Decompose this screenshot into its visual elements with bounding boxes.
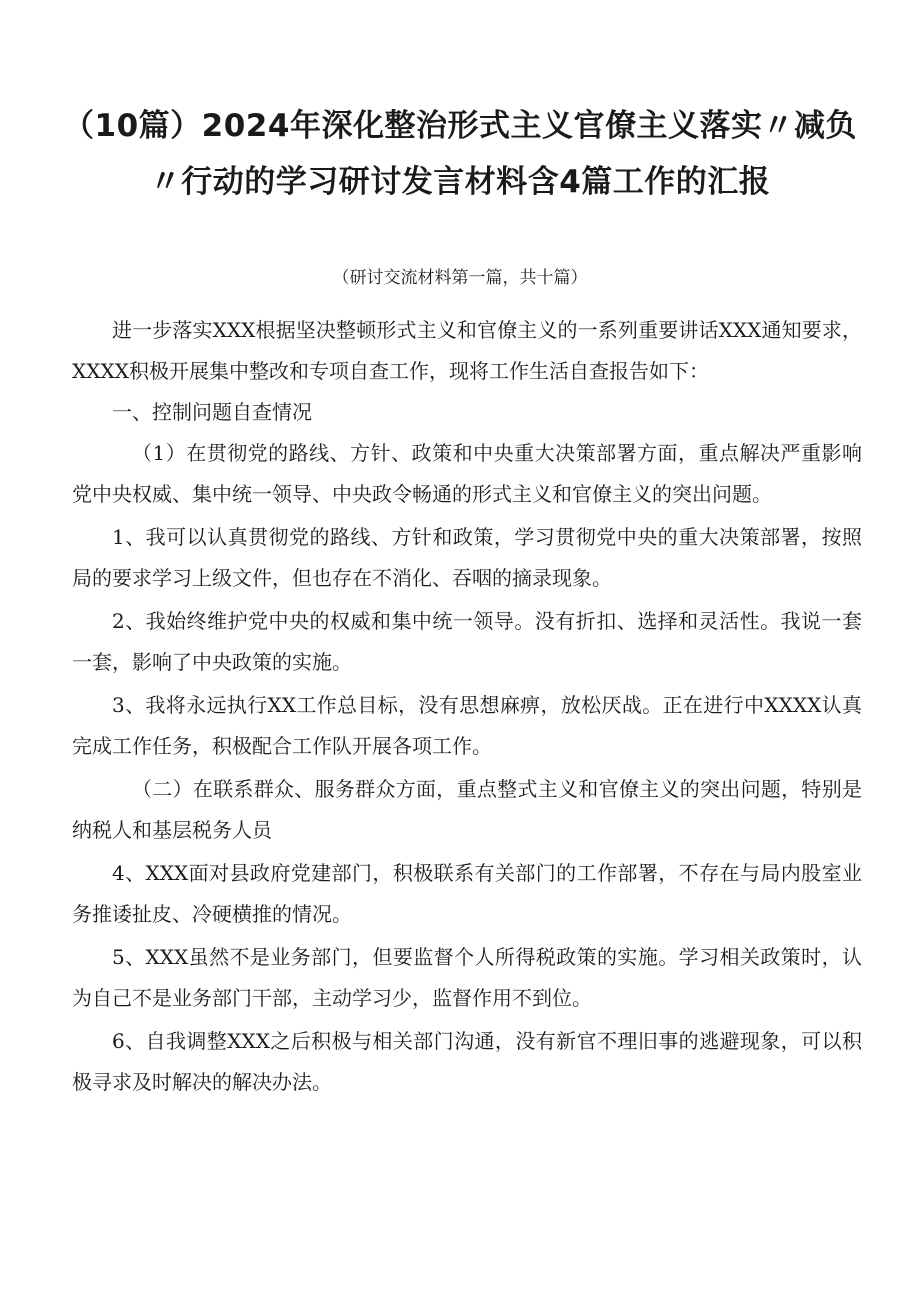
paragraph-item: 6、自我调整XXX之后积极与相关部门沟通，没有新官不理旧事的逃避现象，可以积极寻求及时解决的解决办法。: [72, 1029, 862, 1094]
paragraph-item: 5、XXX虽然不是业务部门，但要监督个人所得税政策的实施。学习相关政策时，认为自己不是业务部门干部，主动学习少，监督作用不到位。: [72, 945, 862, 1010]
paragraph-item: 1、我可以认真贯彻党的路线、方针和政策，学习贯彻党中央的重大决策部署，按照局的要求学习上级文件，但也存在不消化、吞咽的摘录现象。: [72, 525, 862, 590]
document-subtitle: （研讨交流材料第一篇，共十篇）: [332, 268, 588, 288]
document-body: [72, 310, 862, 1103]
paragraph-item: （1）在贯彻党的路线、方针、政策和中央重大决策部署方面，重点解决严重影响党中央权威、集中统一领导、中央政令畅通的形式主义和官僚主义的突出问题。: [72, 441, 862, 506]
paragraph-item: 2、我始终维护党中央的权威和集中统一领导。没有折扣、选择和灵活性。我说一套一套，影响了中央政策的实施。: [72, 609, 862, 674]
paragraph-item: 3、我将永远执行XX工作总目标，没有思想麻痹，放松厌战。正在进行中XXXX认真完成工作任务，积极配合工作队开展各项工作。: [72, 693, 862, 758]
document-title: （10篇）2024年深化整治形式主义官僚主义落实〃减负〃行动的学习研讨发言材料含4篇工作的汇报: [63, 108, 857, 200]
paragraph-intro: 进一步落实XXX根据坚决整顿形式主义和官僚主义的一系列重要讲话XXX通知要求，XXXX积极开展集中整改和专项自查工作，现将工作生活自查报告如下：: [72, 318, 862, 383]
paragraph-item: 4、XXX面对县政府党建部门，积极联系有关部门的工作部署，不存在与局内股室业务推诿扯皮、冷硬横推的情况。: [72, 861, 862, 926]
section-heading: 一、控制问题自查情况: [112, 400, 312, 424]
paragraph-item: （二）在联系群众、服务群众方面，重点整式主义和官僚主义的突出问题，特别是纳税人和基层税务人员: [72, 777, 862, 842]
